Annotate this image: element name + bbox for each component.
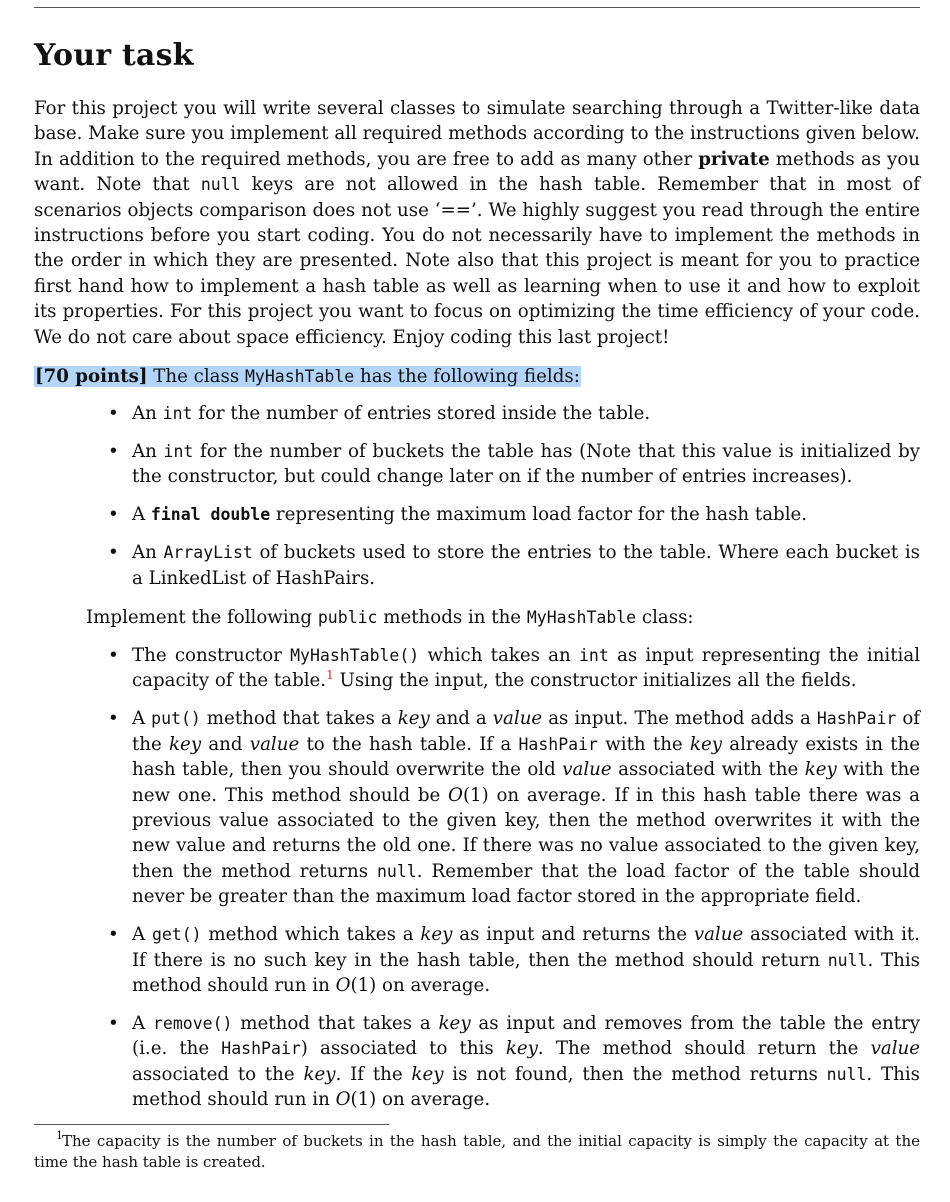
- list-item: • An int for the number of buckets the table has (Note that this value is initialized by the constructor, but could change later on if the number of entries increases).: [108, 439, 920, 490]
- class-name: MyHashTable: [244, 367, 355, 386]
- footnote-text: The capacity is the number of buckets in the hash table, and the initial capacity is simply the capacity at the time the hash table is created.: [34, 1132, 920, 1171]
- list-item: • The constructor MyHashTable() which takes an int as input representing the initial capacity of the table.$^1$ Using the input, the constructor initializes all the fields.: [108, 643, 920, 694]
- footnote-mark: 1: [56, 1129, 63, 1142]
- highlighted-selection: [34, 366, 581, 387]
- points-line: [34, 364, 581, 389]
- list-item: • A final double representing the maximum load factor for the hash table.: [108, 502, 920, 527]
- list-item: • A put() method that takes a key and a value as input. The method adds a HashPair of the key and value to the hash table. If a HashPair with the key already exists in the hash table, then you should overwrite the old value associated with the key with the new one. This method should be O(1) on average. If in this hash table there was a previous value associated to the given key, then the method overwrites it with the new value and returns the old one. If there was no value associated to the given key, then the method returns null. Remember that the load factor of the table should never be greater than the maximum load factor stored in the appropriate field.: [108, 706, 920, 909]
- footnote-rule: [34, 1124, 389, 1125]
- list-item: • A get() method which takes a key as input and returns the value associated with it. If there is no such key in the hash table, then the method should return null. This method should run in O(1) on average.: [108, 922, 920, 998]
- implement-line: Implement the following public methods in the MyHashTable class:: [86, 607, 694, 628]
- null-keyword: null: [200, 175, 241, 195]
- footnote-link[interactable]: 1: [326, 668, 334, 683]
- private-keyword: private: [698, 148, 770, 170]
- fields-list: [108, 401, 920, 604]
- intro-text: For this project you will write several classes to simulate searching through a Twitter-like data base. Make sure you implement all required methods according to the instructions given below. In addition to the required methods, you are free to add as many other: [34, 98, 920, 170]
- list-item: • An ArrayList of buckets used to store the entries to the table. Where each bucket is a LinkedList of HashPairs.: [108, 540, 920, 591]
- list-item: • A remove() method that takes a key as input and removes from the table the entry (i.e. the HashPair) associated to this key. The method should return the value associated to the key. If the key is not found, then the method returns null. This method should run in O(1) on average.: [108, 1011, 920, 1113]
- points-label: [70 points]: [35, 366, 148, 387]
- section-heading: Your task: [34, 38, 194, 73]
- points-text: has the following fields:: [354, 366, 580, 387]
- points-text: The class: [147, 366, 245, 387]
- intro-paragraph: [34, 96, 920, 350]
- methods-list: [108, 643, 920, 1125]
- intro-text: keys are not allowed in the hash table. Remember that in most of scenarios objects comparison does not use ‘==’. We highly suggest you read through the entire instructions before you start coding. You do not necessarily have to implement the methods in the order in which they are presented. Note also that this project is meant for you to practice first hand how to implement a hash table as well as learning when to use it and how to exploit its properties. For this project you want to focus on optimizing the time efficiency of your code. We do not care about space efficiency. Enjoy coding this last project!: [34, 174, 920, 348]
- top-rule: [34, 7, 920, 8]
- list-item: • An int for the number of entries stored inside the table.: [108, 401, 920, 426]
- intro-text: methods as you want. Note that: [34, 148, 920, 196]
